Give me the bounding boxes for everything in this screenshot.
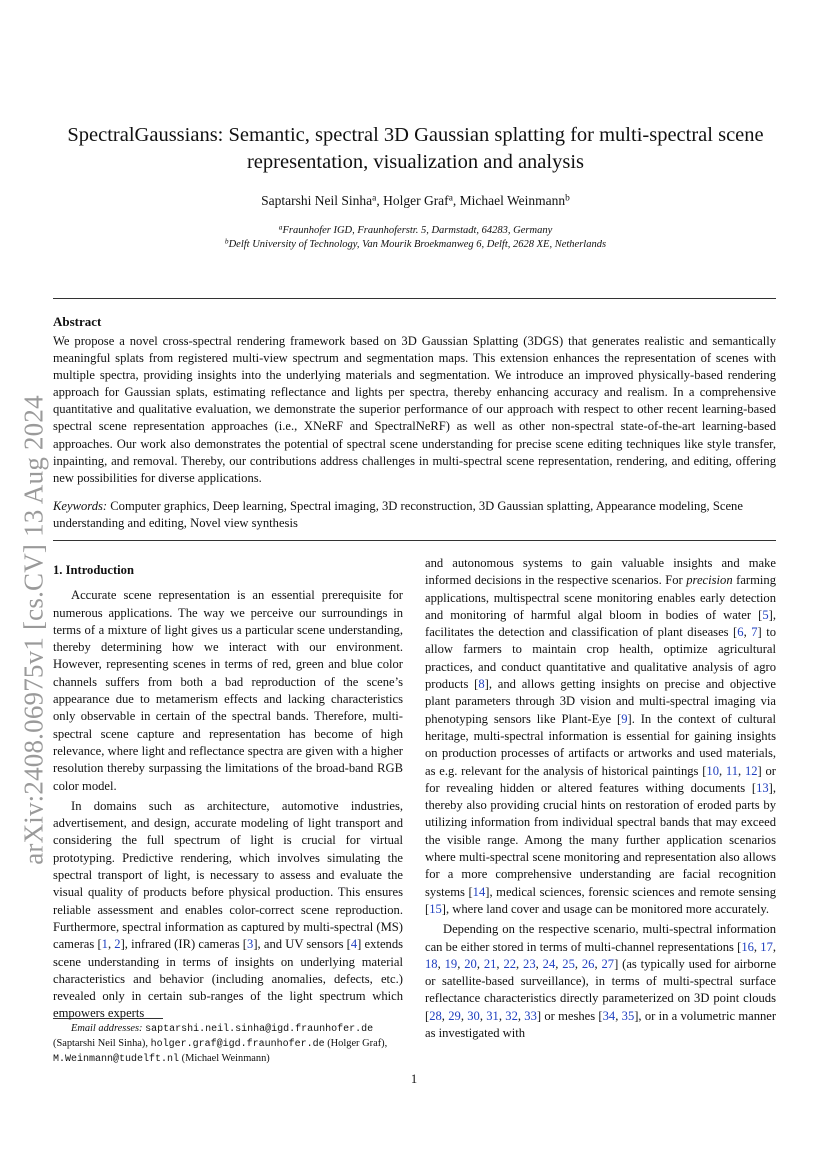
citation-link[interactable]: 11	[725, 763, 739, 778]
abstract-heading: Abstract	[53, 314, 102, 329]
paragraph-text: ,	[753, 939, 761, 954]
citation-link[interactable]: 34	[602, 1008, 616, 1023]
paragraph	[425, 555, 776, 918]
paragraph-text: ,	[772, 939, 777, 954]
citation-link[interactable]: 19	[444, 956, 458, 971]
citation-link[interactable]: 26	[581, 956, 595, 971]
citation-link[interactable]: 27	[601, 956, 615, 971]
citation-link[interactable]: 7	[751, 625, 758, 640]
paragraph-text: ,	[555, 956, 563, 971]
section-heading-introduction: 1. Introduction	[53, 563, 134, 577]
paragraph-text: ,	[498, 1008, 506, 1023]
paragraph	[53, 587, 403, 795]
paragraph	[425, 921, 776, 1042]
paragraph-text: ], and allows getting insights on precise and objective plant parameters through 3D vision and multi-spectral imaging via phenotyping sensors like Plant-Eye [	[425, 677, 776, 726]
citation-link[interactable]: 21	[483, 956, 497, 971]
citation-link[interactable]: 1	[101, 937, 108, 952]
email-link-graf[interactable]: holger.graf@igd.fraunhofer.de	[150, 1039, 325, 1050]
paragraph	[53, 798, 403, 1023]
citation-link[interactable]: 15	[429, 901, 442, 916]
citation-link[interactable]: 32	[505, 1008, 518, 1023]
paragraph-text: ], facilitates the detection and classification of plant diseases [	[425, 607, 776, 640]
paragraph-text: and autonomous systems to gain valuable insights and make informed decisions in the respective scenarios. For	[425, 556, 776, 588]
paragraph-text: ,	[457, 956, 465, 971]
author-1: Saptarshi Neil Sinha$^a$,	[261, 193, 384, 208]
citation-link[interactable]: 31	[486, 1008, 499, 1023]
abstract-body: We propose a novel cross-spectral rendering framework based on 3D Gaussian Splatting (3DGS) that generates realistic and semantically meaningful splats from registered multi-view spectrum and segmentation maps. This extension enhances the representation of scenes with multiple spectra, providing insights into the underlying materials and segmentation. We introduce an improved physically-based rendering approach for Gaussian splats, estimating reflectance and lights per spectra, thereby enhancing accuracy and realism. In a comprehensive quantitative and qualitative evaluation, we demonstrate the superior performance of our approach with respect to other recent learning-based spectral scene representation approaches (i.e., XNeRF and SpectralNeRF) as well as other non-spectral state-of-the-art learning-based approaches. Our work also demonstrates the potential of spectral scene understanding for precise scene editing techniques like style transfer, inpainting, and removal. Thereby, our contributions address challenges in multi-spectral scene representation, rendering, and editing, offering new possibilities for diverse applications.	[53, 334, 776, 485]
citation-link[interactable]: 5	[762, 607, 769, 622]
citation-link[interactable]: 18	[425, 956, 438, 971]
footnote-divider	[53, 1018, 163, 1019]
left-column-body	[53, 587, 403, 1022]
citation-link[interactable]: 22	[503, 956, 517, 971]
right-column	[425, 555, 776, 1042]
paragraph-text: ,	[441, 1008, 449, 1023]
author-list	[55, 193, 776, 209]
footnote-person-1: (Saptarshi Neil Sinha),	[53, 1038, 148, 1049]
citation-link[interactable]: 29	[448, 1008, 461, 1023]
citation-link[interactable]: 9	[621, 711, 628, 726]
email-link-weinmann[interactable]: M.Weinmann@tudelft.nl	[53, 1054, 180, 1065]
author-3: Michael Weinmann$^b$	[459, 193, 570, 208]
author-2: Holger Graf$^a$,	[383, 193, 460, 208]
citation-link[interactable]: 25	[562, 956, 575, 971]
paragraph-text: ,	[743, 625, 752, 640]
citation-link[interactable]: 35	[621, 1008, 635, 1023]
title-line-1: SpectralGaussians: Semantic, spectral 3D Gaussian splatting for multi-spectral scene	[67, 124, 764, 146]
footnote-emails	[53, 1022, 403, 1067]
paragraph-text: ,	[516, 956, 524, 971]
citation-link[interactable]: 14	[472, 884, 486, 899]
paragraph-text: ,	[107, 937, 115, 952]
paragraph-text: ]. In the context of cultural heritage, multi-spectral information is essential for gaining insights on production processes of artifacts or artworks and used materials, as e.g. relevant for the analysis of historical paintings [	[425, 711, 776, 778]
arxiv-side-stamp	[14, 380, 54, 880]
citation-link[interactable]: 6	[737, 625, 744, 640]
citation-link[interactable]: 30	[467, 1008, 480, 1023]
left-column	[53, 562, 403, 1023]
abstract-divider	[53, 540, 776, 541]
citation-link[interactable]: 33	[524, 1008, 537, 1023]
keywords-list: Computer graphics, Deep learning, Spectral imaging, 3D reconstruction, 3D Gaussian splatting, Appearance modeling, Scene understanding and editing, Novel view synthesis	[53, 499, 743, 531]
paragraph-text: ] or for revealing hidden or altered features withing documents [	[425, 763, 776, 795]
paper-title	[55, 122, 776, 176]
top-divider	[53, 298, 776, 299]
citation-link[interactable]: 20	[464, 956, 477, 971]
keywords-label: Keywords:	[53, 499, 108, 513]
citation-link[interactable]: 12	[744, 763, 758, 778]
citation-link[interactable]: 4	[350, 937, 358, 952]
paragraph-text: ], and UV sensors [	[253, 937, 351, 952]
paragraph-text: ], thereby also providing crucial hints on restoration of eroded parts by utilizing information from individual spectral bands that may exceed the visible range. Among the many further application scenarios where multi-spectral scene monitoring and representation also allows for a more comprehensive understanding are facial recognition systems [	[425, 780, 776, 899]
paragraph-text: ], medical sciences, forensic sciences and remote sensing [	[425, 884, 776, 916]
paragraph-text: ,	[476, 956, 484, 971]
paragraph-text: ,	[496, 956, 504, 971]
citation-link[interactable]: 3	[247, 937, 254, 952]
right-column-body	[425, 555, 776, 1042]
citation-link[interactable]: 24	[542, 956, 556, 971]
citation-link[interactable]: 17	[760, 939, 773, 954]
paragraph-text: ] or meshes [	[536, 1008, 603, 1023]
paragraph-text: ,	[437, 956, 445, 971]
email-link-sinha[interactable]: saptarshi.neil.sinha@igd.fraunhofer.de	[145, 1024, 374, 1035]
paragraph-text: ,	[479, 1008, 487, 1023]
keywords	[53, 498, 776, 532]
paragraph-text: ,	[574, 956, 582, 971]
paragraph-text: ,	[535, 956, 543, 971]
paragraph-text: ] to allow farmers to maintain crop health, optimize agricultural practices, and conduct quantitative and qualitative analysis of agro products [	[425, 625, 777, 692]
affiliation-b: $^b$Delft University of Technology, Van Mourik Broekmanweg 6, Delft, 2628 XE, Netherlands	[224, 236, 607, 250]
paragraph-text: ] (as typically used for airborne or satellite-based surveillance), in terms of multi-spectral surface reflectance characteristics directly parameterized on 3D point clouds [	[425, 956, 777, 1023]
citation-link[interactable]: 16	[741, 939, 754, 954]
title-line-2: representation, visualization and analysis	[246, 151, 584, 173]
paragraph-text: ], or in a volumetric manner as investigated with	[425, 1008, 777, 1041]
citation-link[interactable]: 8	[478, 677, 485, 692]
affiliation-a: $^a$Fraunhofer IGD, Fraunhoferstr. 5, Darmstadt, 64283, Germany	[278, 222, 553, 236]
paragraph-text: farming applications, multispectral scene monitoring enables early detection and monitoring of harmful algal bloom in bodies of water [	[425, 573, 777, 622]
citation-link[interactable]: 10	[706, 763, 719, 778]
citation-link[interactable]: 28	[429, 1008, 442, 1023]
footnote-person-2: (Holger Graf),	[327, 1038, 388, 1049]
page-number: 1	[410, 1072, 418, 1086]
paragraph-text: ,	[615, 1008, 622, 1023]
paragraph-text: ,	[594, 956, 602, 971]
footnote-label: Email addresses:	[71, 1023, 143, 1034]
paragraph-text: Accurate scene representation is an essential prerequisite for numerous applications. The way we perceive our surroundings in terms of a mixture of light gives us a particular scene understanding, thereby determining how we interact with our environment. However, representing scenes in terms of red, green and blue color channels suffers from both a bad reproduction of the scene’s appearance due to metamerism effects and lacking characteristics only observable in certain of the spectral bands. Therefore, multi-spectral scene capture and representation has become of high relevance, where light and reflectance spectra are given with a higher resolution thereby surpassing the limitations of the broad-band RGB color model.	[53, 588, 403, 793]
paragraph-text: ] extends scene understanding in terms of insights on underlying material characteristics and behavior (including anomalies, defects, etc.) revealed only in certain sub-ranges of the light spectrum which empowers experts	[53, 937, 404, 1021]
paragraph-text: precision	[686, 573, 733, 588]
paragraph-text: ], where land cover and usage can be monitored more accurately.	[441, 901, 769, 916]
paragraph-text: ], infrared (IR) cameras [	[120, 937, 248, 952]
footnote-person-3: (Michael Weinmann)	[181, 1053, 270, 1064]
paragraph-text: Depending on the respective scenario, multi-spectral information can be either stored in terms of multi-channel representations [	[425, 922, 776, 954]
affiliations	[55, 224, 776, 252]
paragraph-text: ,	[517, 1008, 525, 1023]
paragraph-text: ,	[719, 763, 726, 778]
citation-link[interactable]: 13	[756, 780, 769, 795]
paragraph-text: ,	[460, 1008, 468, 1023]
paragraph-text: In domains such as architecture, automotive industries, advertisement, and design, accurate modeling of light transport and considering the full spectrum of light is crucial for virtual prototyping. Predictive rendering, which involves simulating the spectral transport of light, is necessary to assess and evaluate the visual quality of products before physical production. This ensures reliable assessment and enables color-correct scene reproduction. Furthermore, spectral information as captured by multi-spectral (MS) cameras [	[53, 798, 403, 952]
arxiv-identifier: arXiv:2408.06975v1 [cs.CV] 13 Aug 2024	[18, 395, 49, 865]
citation-link[interactable]: 23	[523, 956, 536, 971]
citation-link[interactable]: 2	[114, 937, 121, 952]
paragraph-text: ,	[738, 763, 745, 778]
